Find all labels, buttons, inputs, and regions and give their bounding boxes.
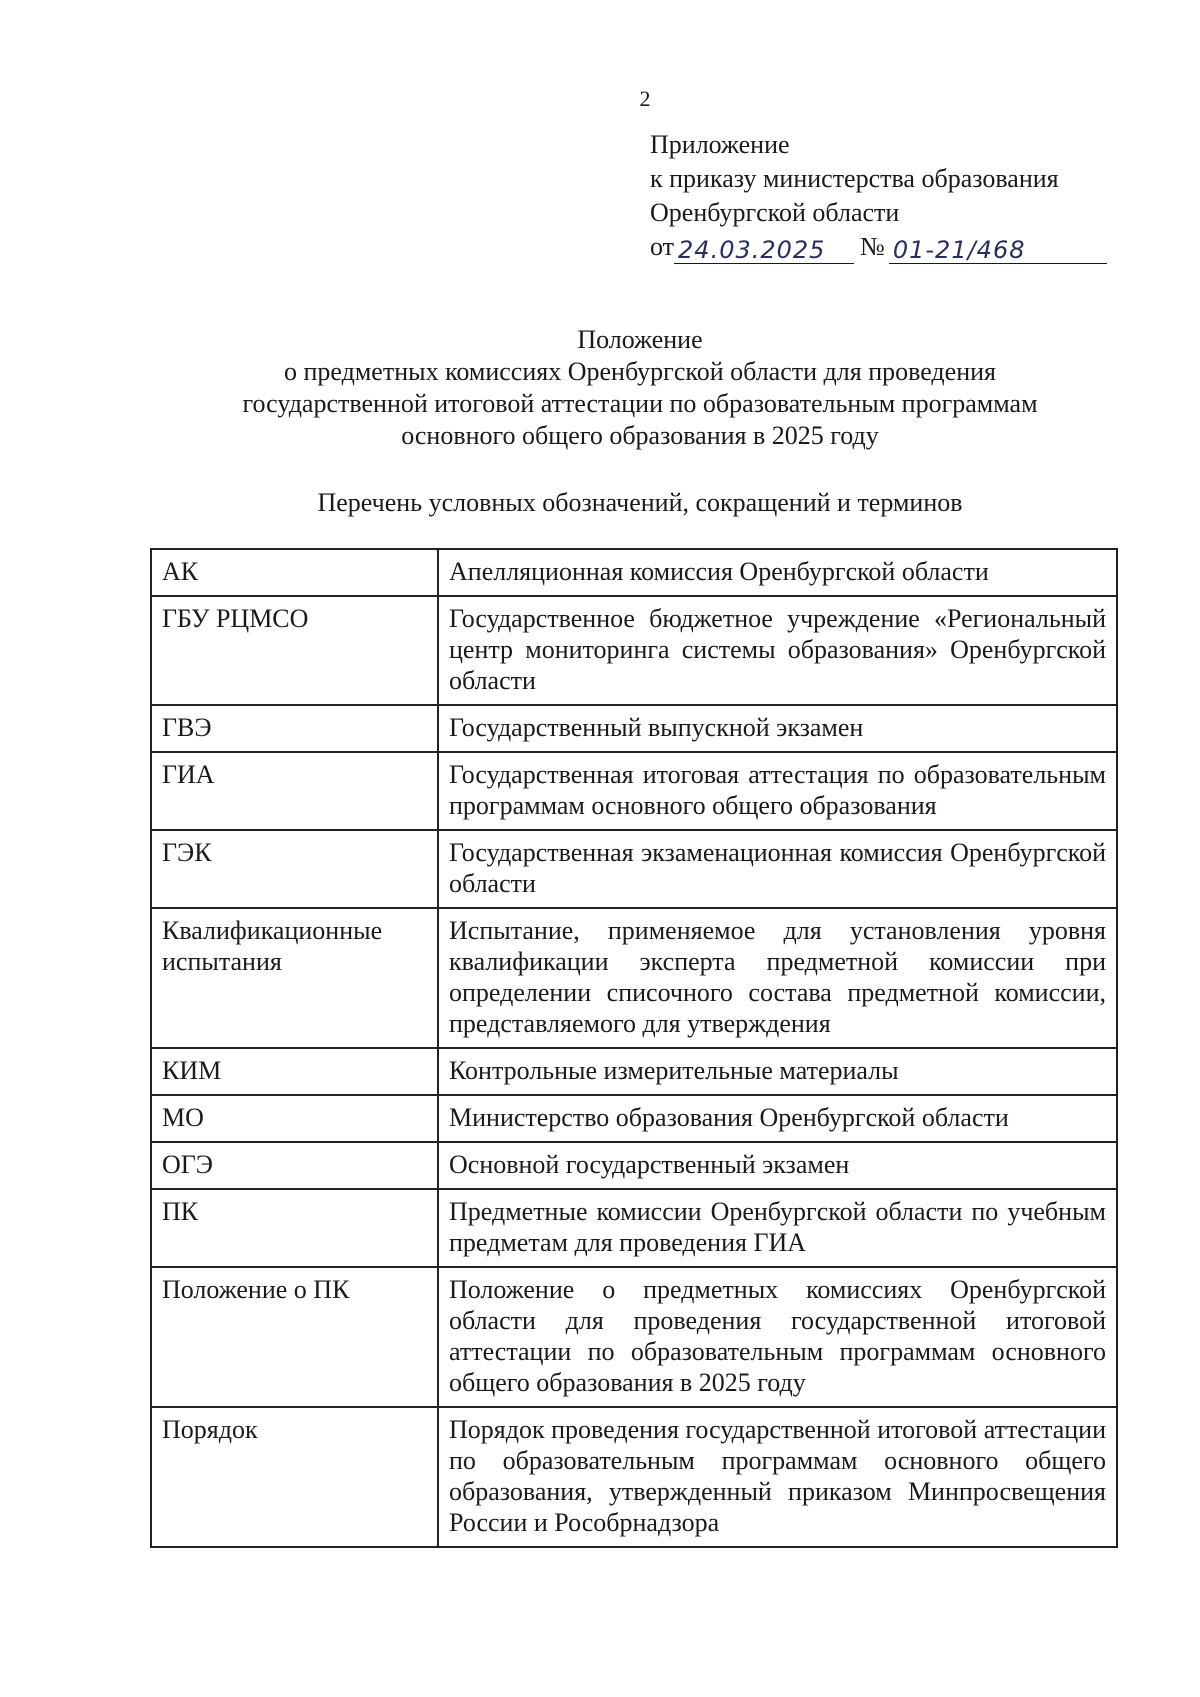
title-line-4: основного общего образования в 2025 году [401, 421, 879, 450]
term-definition: Контрольные измерительные материалы [438, 1048, 1117, 1095]
appendix-header [650, 128, 1120, 264]
appendix-date-number-line [650, 230, 1120, 264]
term-abbreviation: Квалификационные испытания [151, 908, 438, 1048]
terms-table [150, 548, 1118, 1548]
number-prefix: № [860, 232, 885, 261]
term-definition: Апелляционная комиссия Оренбургской области [438, 549, 1117, 596]
term-abbreviation: МО [151, 1095, 438, 1142]
term-abbreviation: Положение о ПК [151, 1267, 438, 1407]
term-abbreviation: Порядок [151, 1407, 438, 1547]
term-abbreviation: ГВЭ [151, 705, 438, 752]
date-prefix: от [650, 232, 675, 261]
document-title [150, 324, 1130, 452]
term-definition: Государственное бюджетное учреждение «Региональный центр мониторинга системы образования» Оренбургской области [438, 596, 1117, 705]
term-abbreviation: ОГЭ [151, 1142, 438, 1189]
term-definition: Предметные комиссии Оренбургской области по учебным предметам для проведения ГИА [438, 1189, 1117, 1267]
title-line-2: о предметных комиссиях Оренбургской области для проведения [284, 357, 996, 386]
table-row [151, 596, 1117, 705]
table-row [151, 1189, 1117, 1267]
title-line-1: Положение [577, 325, 703, 354]
handwritten-date: 24.03.2025 [674, 237, 854, 264]
appendix-order-ref: к приказу министерства образования [650, 164, 1059, 193]
appendix-title: Приложение [650, 130, 790, 159]
term-definition: Государственная экзаменационная комиссия Оренбургской области [438, 830, 1117, 908]
term-definition: Испытание, применяемое для установления уровня квалификации эксперта предметной комиссии при определении списочного состава предметной комиссии, представляемого для утверждения [438, 908, 1117, 1048]
table-row [151, 705, 1117, 752]
term-definition: Основной государственный экзамен [438, 1142, 1117, 1189]
page-number: 2 [639, 86, 651, 111]
term-definition: Порядок проведения государственной итоговой аттестации по образовательным программам основного общего образования, утвержденный приказом Минпросвещения России и Рособрнадзора [438, 1407, 1117, 1547]
term-definition: Положение о предметных комиссиях Оренбургской области для проведения государственной итоговой аттестации по образовательным программам основного общего образования в 2025 году [438, 1267, 1117, 1407]
term-abbreviation: ГБУ РЦМСО [151, 596, 438, 705]
table-row [151, 1407, 1117, 1547]
table-row [151, 1048, 1117, 1095]
term-abbreviation: КИМ [151, 1048, 438, 1095]
term-abbreviation: АК [151, 549, 438, 596]
title-line-3: государственной итоговой аттестации по образовательным программам [242, 389, 1038, 418]
list-heading: Перечень условных обозначений, сокращений и терминов [317, 488, 963, 517]
handwritten-order-number: 01-21/468 [889, 237, 1107, 264]
table-row [151, 1142, 1117, 1189]
table-row [151, 1095, 1117, 1142]
term-abbreviation: ГИА [151, 752, 438, 830]
term-abbreviation: ГЭК [151, 830, 438, 908]
term-definition: Министерство образования Оренбургской области [438, 1095, 1117, 1142]
term-definition: Государственный выпускной экзамен [438, 705, 1117, 752]
table-row [151, 752, 1117, 830]
appendix-region: Оренбургской области [650, 198, 900, 227]
term-abbreviation: ПК [151, 1189, 438, 1267]
term-definition: Государственная итоговая аттестация по образовательным программам основного общего образования [438, 752, 1117, 830]
table-row [151, 830, 1117, 908]
table-row [151, 549, 1117, 596]
table-row [151, 1267, 1117, 1407]
table-row [151, 908, 1117, 1048]
